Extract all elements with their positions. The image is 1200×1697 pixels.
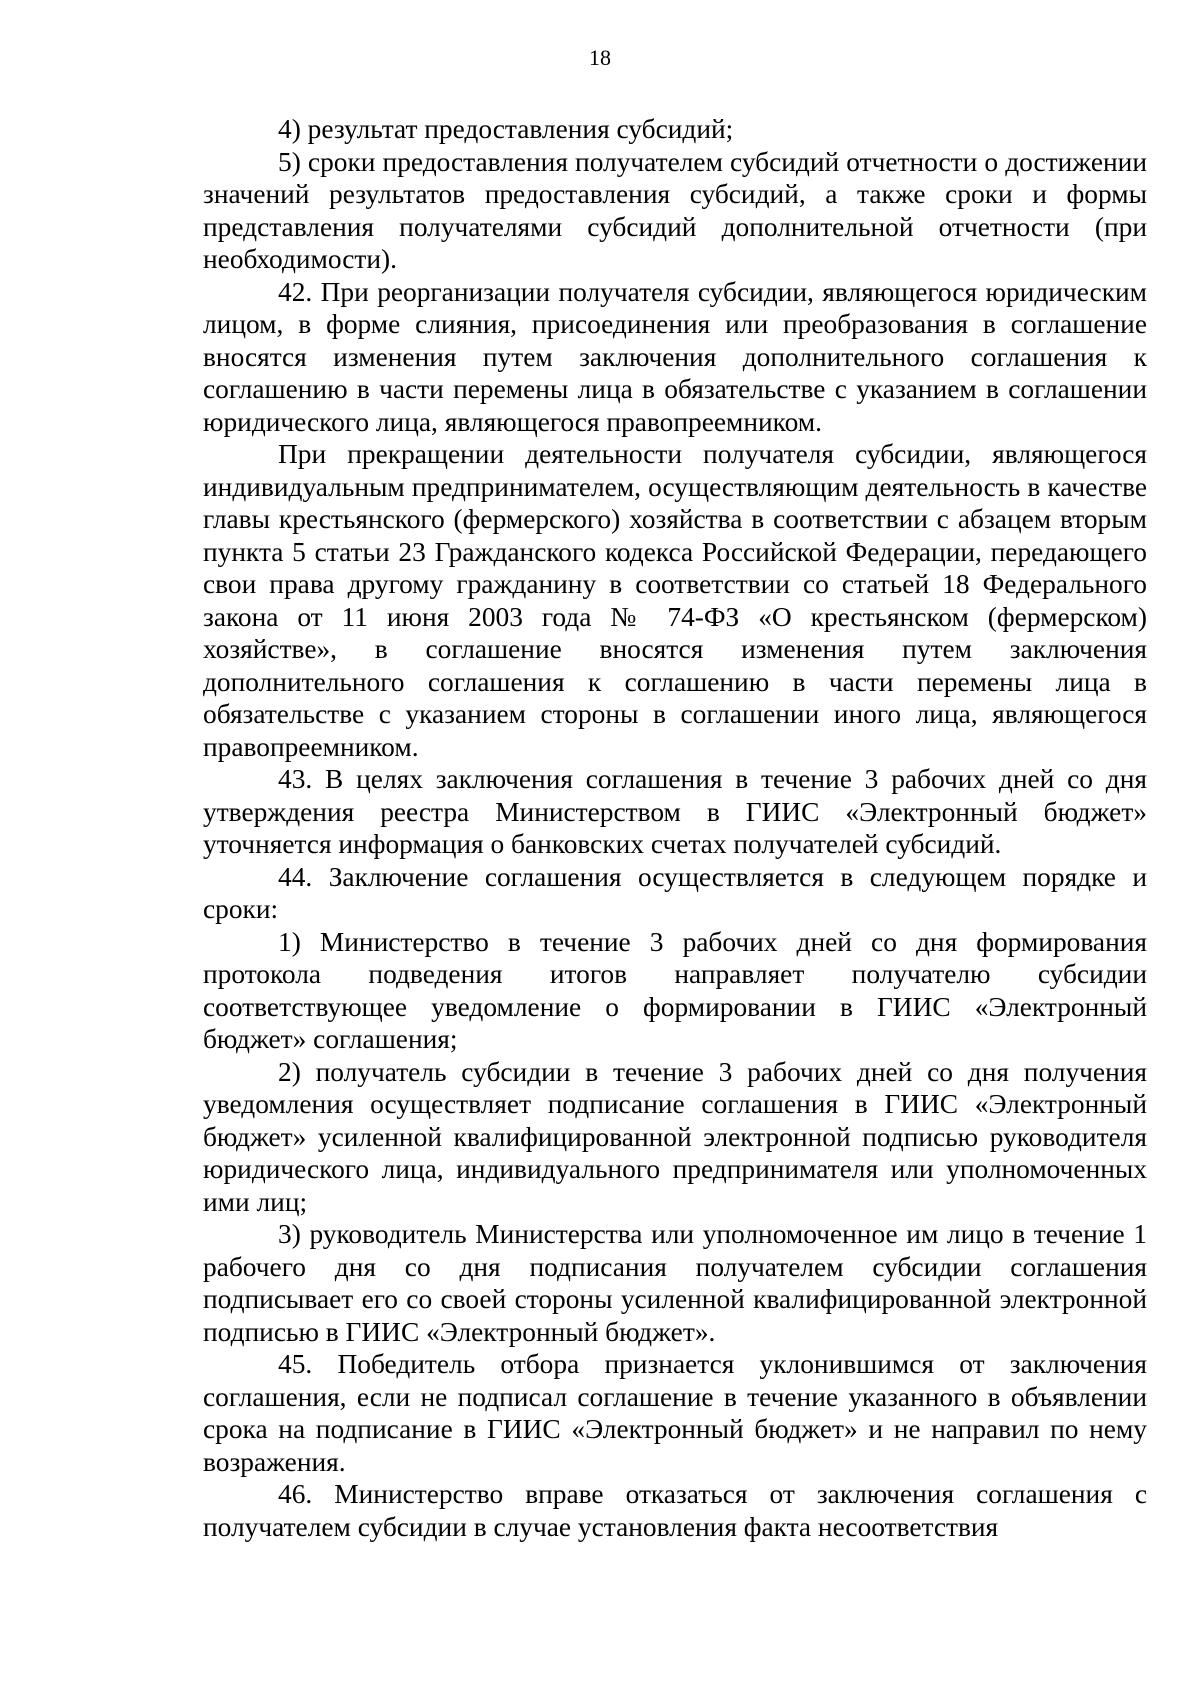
paragraph-item-5-deadlines: 5) сроки предоставления получателем субсидий отчетности о достижении значений результатов предоставления субсидий, а также сроки и формы представления получателями субсидий дополнительной отчетности (при необходимости).: [203, 146, 1147, 274]
paragraph-43: 43. В целях заключения соглашения в течение 3 рабочих дней со дня утверждения реестра Министерством в ГИИС «Электронный бюджет» уточняется информация о банковских счетах получателей субсидий.: [203, 764, 1147, 859]
paragraph-46: 46. Министерство вправе отказаться от заключения соглашения с получателем субсидии в случае установления факта несоответствия: [203, 1479, 1147, 1542]
paragraph-42-reorganization: 42. При реорганизации получателя субсидии, являющегося юридическим лицом, в форме слияния, присоединения или преобразования в соглашение вносятся изменения путем заключения дополнительного соглашения к соглашению в части перемены лица в обязательстве с указанием в соглашении юридического лица, являющегося правопреемником.: [203, 276, 1147, 437]
paragraph-44-item-2: 2) получатель субсидии в течение 3 рабочих дней со дня получения уведомления осуществляет подписание соглашения в ГИИС «Электронный бюджет» усиленной квалифицированной электронной подписью руководителя юридического лица, индивидуального предпринимателя или уполномоченных ими лиц;: [203, 1056, 1147, 1217]
paragraph-44-item-3: 3) руководитель Министерства или уполномоченное им лицо в течение 1 рабочего дня со дня подписания получателем субсидии соглашения подписывает его со своей стороны усиленной квалифицированной электронной подписью в ГИИС «Электронный бюджет».: [203, 1219, 1147, 1347]
paragraph-item-4-result: 4) результат предоставления субсидий;: [278, 114, 734, 144]
document-body: [203, 113, 1147, 1543]
paragraph-42-termination: При прекращении деятельности получателя субсидии, являющегося индивидуальным предпринимателем, осуществляющим деятельность в качестве главы крестьянского (фермерского) хозяйства в соответствии с абзацем вторым пункта 5 статьи 23 Гражданского кодекса Российской Федерации, передающего свои права другому гражданину в соответствии со статьей 18 Федерального закона от 11 июня 2003 года № 74-ФЗ «О крестьянском (фермерском) хозяйстве», в соглашение вносятся изменения путем заключения дополнительного соглашения к соглашению в части перемены лица в обязательстве с указанием стороны в соглашении иного лица, являющегося правопреемником.: [203, 439, 1147, 762]
paragraph-44: 44. Заключение соглашения осуществляется в следующем порядке и сроки:: [203, 861, 1147, 924]
paragraph-44-item-1: 1) Министерство в течение 3 рабочих дней со дня формирования протокола подведения итогов направляет получателю субсидии соответствующее уведомление о формировании в ГИИС «Электронный бюджет» соглашения;: [203, 926, 1147, 1054]
page-number: 18: [589, 45, 611, 70]
paragraph-45: 45. Победитель отбора признается уклонившимся от заключения соглашения, если не подписал соглашение в течение указанного в объявлении срока на подписание в ГИИС «Электронный бюджет» и не направил по нему возражения.: [203, 1349, 1147, 1477]
